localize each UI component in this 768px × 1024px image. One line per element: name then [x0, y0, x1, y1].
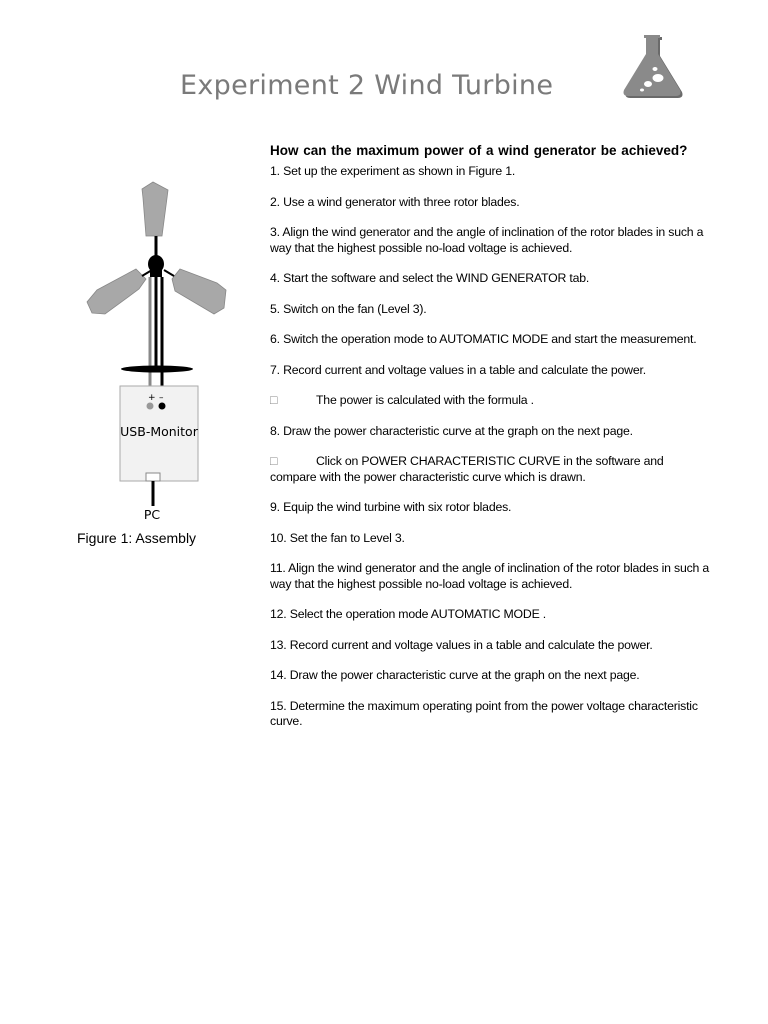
rotor-blade-right — [172, 269, 226, 314]
pc-label: PC — [143, 507, 161, 522]
minus-terminal-label: – — [159, 393, 164, 403]
plus-terminal — [147, 403, 154, 410]
software-curve-note: □ Click on POWER CHARACTERISTIC CURVE in the software and compare with the power characteristic curve which is drawn. — [270, 454, 664, 484]
step-4: 4. Start the software and select the WIND GENERATOR tab. — [270, 271, 590, 285]
bullet-box-icon: □ — [270, 393, 278, 407]
instructions — [270, 143, 710, 745]
step-14: 14. Draw the power characteristic curve at the graph on the next page. — [270, 668, 640, 682]
power-formula-note: □ The power is calculated with the formula . — [270, 393, 534, 407]
assembly-figure — [80, 180, 240, 525]
page-title: Experiment 2 Wind Turbine — [180, 70, 554, 101]
step-2: 2. Use a wind generator with three rotor blades. — [270, 194, 520, 209]
step-7: 7. Record current and voltage values in a table and calculate the power. — [270, 362, 646, 377]
figure-caption: Figure 1: Assembly — [77, 530, 197, 546]
step-5: 5. Switch on the fan (Level 3). — [270, 301, 427, 316]
turbine-base — [121, 366, 193, 373]
step-6: 6. Switch the operation mode to AUTOMATIC MODE and start the measurement. — [270, 332, 697, 346]
usb-monitor-label: USB-Monitor — [120, 424, 198, 439]
step-8: 8. Draw the power characteristic curve at the graph on the next page. — [270, 423, 633, 438]
step-15: 15. Determine the maximum operating point from the power voltage characteristic curve. — [270, 698, 698, 728]
usb-port — [146, 473, 160, 481]
minus-terminal — [159, 403, 166, 410]
rotor-blade-left — [87, 269, 146, 314]
step-12: 12. Select the operation mode AUTOMATIC MODE . — [270, 607, 547, 621]
step-11: 11. Align the wind generator and the angle of inclination of the rotor blades in such a way that the highest possible no-load voltage is achieved. — [270, 561, 710, 591]
step-1: 1. Set up the experiment as shown in Figure 1. — [270, 164, 516, 178]
question-heading: How can the maximum power of a wind generator be achieved? — [270, 143, 688, 158]
plus-terminal-label: + — [148, 393, 156, 403]
step-3: 3. Align the wind generator and the angle of inclination of the rotor blades in such a way that the highest possible no-load voltage is achieved. — [270, 225, 704, 255]
step-9: 9. Equip the wind turbine with six rotor blades. — [270, 500, 512, 514]
step-10: 10. Set the fan to Level 3. — [270, 530, 405, 545]
flask-icon — [618, 32, 686, 100]
rotor-blade-top — [142, 182, 168, 236]
bullet-box-icon: □ — [270, 454, 278, 468]
step-13: 13. Record current and voltage values in a table and calculate the power. — [270, 637, 653, 652]
